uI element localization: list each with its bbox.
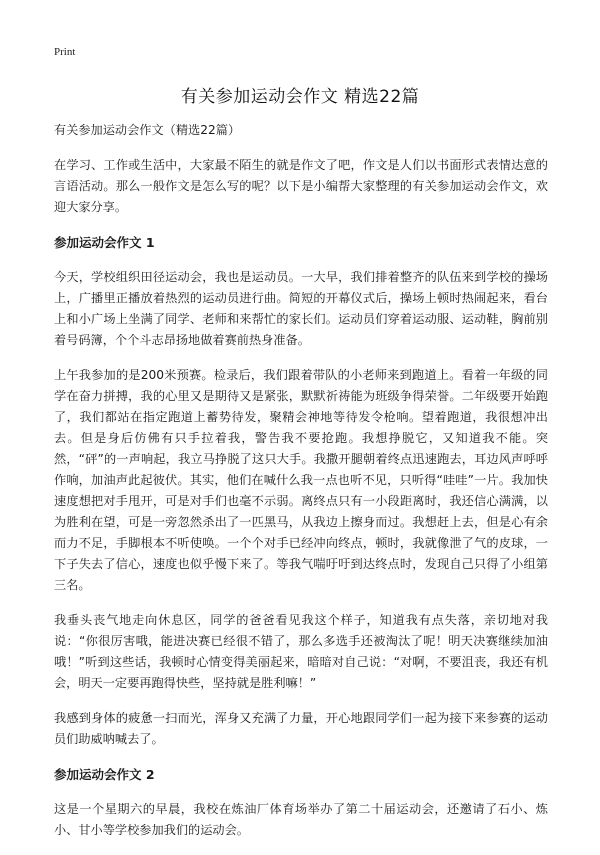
- document-body: [54, 120, 548, 855]
- essay-paragraph: 上午我参加的是200米预赛。检录后，我们跟着带队的小老师来到跑道上。看着一年级的同学在奋力拼搏，我的心里又是期待又是紧张，默默祈祷能为班级争得荣誉。二年级要开始跑了，我们都站在指定跑道上蓄势待发，聚精会神地等待发令枪响。望着跑道，我很想冲出去。但是身后仿佛有只手拉着我，警告我不要抢跑。我想挣脱它，又知道我不能。突然，“砰”的一声响起，我立马挣脱了这只大手。我撒开腿朝着终点迅速跑去，耳边风声呼呼作响，加油声此起彼伏。其实，他们在喊什么我一点也听不见，只听得“哇哇”一片。我加快速度想把对手甩开，可是对手们也毫不示弱。离终点只有一小段距离时，我还信心满满，以为胜利在望，可是一旁忽然杀出了一匹黑马，从我边上擦身而过。我想赶上去，但是心有余而力不足，手脚根本不听使唤。一个个对手已经冲向终点，顿时，我就像泄了气的皮球，一下子失去了信心，速度也似乎慢下来了。等我气喘吁吁到达终点时，发现自己只得了小组第三名。: [54, 368, 548, 592]
- essay-paragraph: 我垂头丧气地走向休息区，同学的爸爸看见我这个样子，知道我有点失落，亲切地对我说：“你很厉害哦，能进决赛已经很不错了，那么多选手还被淘汰了呢！明天决赛继续加油哦！”听到这些话，我顿时心情变得美丽起来，暗暗对自己说：“对啊，不要沮丧，我还有机会，明天一定要再跑得快些，坚持就是胜利嘛！”: [54, 613, 548, 690]
- essay-paragraph: 这是一个星期六的早晨，我校在炼油厂体育场举办了第二十届运动会，还邀请了石小、炼小、甘小等学校参加我们的运动会。: [54, 802, 548, 837]
- print-label: Print: [54, 46, 76, 58]
- essay-paragraph: 我感到身体的疲惫一扫而光，浑身又充满了力量，开心地跟同学们一起为接下来参赛的运动员们助威呐喊去了。: [54, 711, 548, 746]
- document-subtitle: 有关参加运动会作文（精选22篇）: [54, 123, 241, 137]
- essay-paragraph: 今天，学校组织田径运动会，我也是运动员。一大早，我们排着整齐的队伍来到学校的操场上，广播里正播放着热烈的运动员进行曲。简短的开幕仪式后，操场上顿时热闹起来，看台上和小广场上坐满了同学、老师和来帮忙的家长们。运动员们穿着运动服、运动鞋，胸前别着号码簿，个个斗志昂扬地做着赛前热身准备。: [54, 270, 548, 347]
- essay-heading: 参加运动会作文 1: [54, 235, 155, 250]
- intro-paragraph: 在学习、工作或生活中，大家最不陌生的就是作文了吧，作文是人们以书面形式表情达意的言语活动。那么一般作文是怎么写的呢？以下是小编帮大家整理的有关参加运动会作文，欢迎大家分享。: [54, 158, 548, 214]
- page-title: 有关参加运动会作文 精选22篇: [180, 87, 420, 107]
- essay-heading: 参加运动会作文 2: [54, 767, 155, 782]
